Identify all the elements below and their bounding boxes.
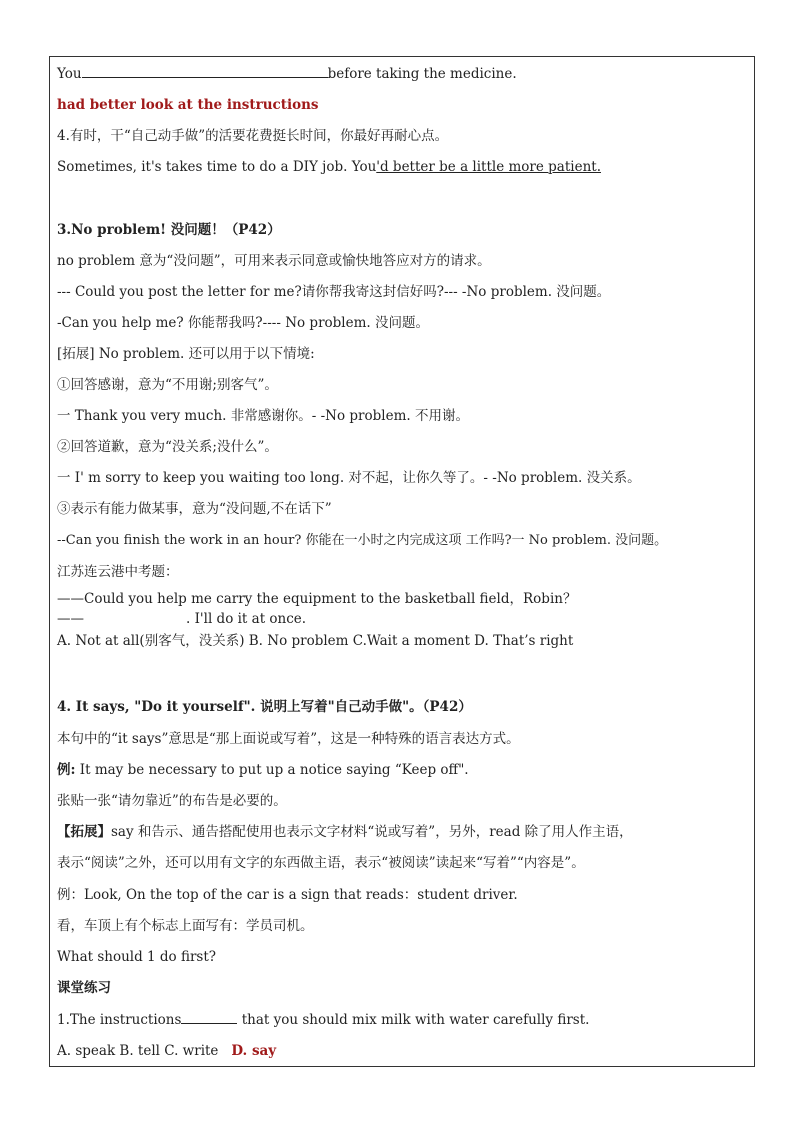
extension-line	[57, 823, 633, 841]
underlined-answer: 'd better be a little more patient.	[376, 159, 601, 175]
example-line: -Can you help me? 你能帮我吗?---- No problem. 没问题。	[57, 315, 429, 331]
translation-line: 看，车顶上有个标志上面写有：学员司机。	[57, 918, 314, 934]
extension-text: say 和告示、通告搭配使用也表示文字材料“说或写着”，另外，read 除了用人作主语，	[111, 824, 633, 840]
dash: ——	[57, 611, 84, 627]
example-line: --Can you finish the work in an hour? 你能在一小时之内完成这项 工作吗?一 No problem. 没问题。	[57, 533, 668, 548]
practice-question	[57, 1011, 589, 1029]
question-end: that you should mix milk with water carefully first.	[237, 1012, 590, 1028]
example-sentence	[57, 158, 601, 176]
example-label: 例:	[57, 762, 76, 778]
exam-response	[57, 610, 306, 628]
section-heading-4: 4. It says, "Do it yourself". 说明上写着"自己动手做"。（P42）	[57, 699, 472, 715]
example-line	[57, 761, 469, 779]
definition-line: no problem 意为“没问题”，可用来表示同意或愉快地答应对方的请求。	[57, 253, 491, 269]
answer-blank	[181, 1011, 237, 1024]
explanation-line: 本句中的“it says”意思是“那上面说或写着”，这是一种特殊的语言表达方式。	[57, 731, 520, 747]
sentence-end: before taking the medicine.	[327, 66, 517, 82]
example-line: --- Could you post the letter for me?请你帮我寄这封信好吗?--- -No problem. 没问题。	[57, 284, 611, 300]
content-frame	[49, 56, 755, 1067]
translation-prompt: 4.有时，干“自己动手做”的活要花费挺长时间，你最好再耐心点。	[57, 128, 449, 144]
practice-heading: 课堂练习	[57, 980, 111, 996]
correct-option: D. say	[231, 1043, 277, 1059]
sentence-start: Sometimes, it's takes time to do a DIY job. You	[57, 159, 377, 175]
extension-label: 【拓展】	[57, 824, 111, 840]
extension-line: 表示“阅读”之外，还可以用有文字的东西做主语，表示“被阅读”读起来“写着”“内容是”。	[57, 855, 585, 871]
question-start: 1.The instructions	[57, 1012, 182, 1028]
exam-question: ——Could you help me carry the equipment to the basketball field，Robin？	[57, 591, 577, 607]
practice-options	[57, 1042, 276, 1060]
answer-blank	[82, 65, 328, 78]
example-text: It may be necessary to put up a notice saying “Keep off".	[75, 762, 469, 778]
example-line: 例：Look, On the top of the car is a sign that reads：student driver.	[57, 887, 518, 903]
section-heading-3: 3.No problem! 没问题！（P42）	[57, 222, 281, 238]
exam-options: A. Not at all(别客气，没关系) B. No problem C.Wait a moment D. That’s right	[57, 633, 574, 649]
usage-line: ③表示有能力做某事，意为“没问题,不在话下”	[57, 501, 332, 517]
example-line: 一 I' m sorry to keep you waiting too long. 对不起，让你久等了。- -No problem. 没关系。	[57, 470, 641, 486]
answer-text: had better look at the instructions	[57, 97, 319, 113]
translation-line: 张贴一张“请勿靠近”的布告是必要的。	[57, 793, 287, 809]
extension-line: [拓展] No problem. 还可以用于以下情境:	[57, 346, 315, 362]
options-text: A. speak B. tell C. write	[57, 1043, 219, 1059]
usage-line: ①回答感谢，意为“不用谢;别客气”。	[57, 377, 278, 393]
sentence-start: You	[57, 66, 82, 82]
exam-source: 江苏连云港中考题：	[57, 564, 179, 580]
exercise-sentence	[57, 65, 517, 83]
question-line: What should 1 do first?	[57, 949, 217, 965]
example-line: 一 Thank you very much. 非常感谢你。- -No problem. 不用谢。	[57, 408, 469, 424]
response-text: . I'll do it at once.	[186, 611, 307, 627]
usage-line: ②回答道歉，意为“没关系;没什么”。	[57, 439, 278, 455]
